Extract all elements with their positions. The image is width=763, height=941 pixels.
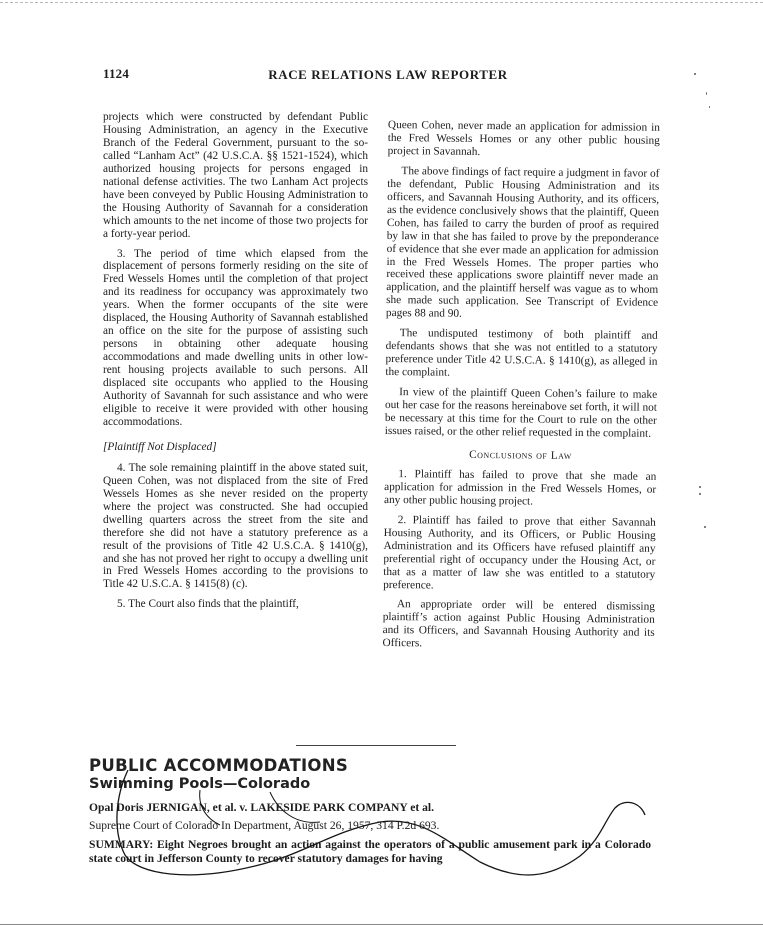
section-divider	[296, 745, 456, 746]
page-number: 1124	[103, 66, 130, 81]
conclusion-paragraph: An appropriate order will be entered dismissing plaintiff’s action against Public Housing Administration and its Officers, and Savannah Housing Authority and its Officers.	[382, 598, 655, 650]
page-header	[0, 62, 763, 88]
left-column	[103, 111, 368, 618]
scan-speck	[699, 486, 701, 488]
scan-speck	[704, 526, 706, 528]
running-head: RACE RELATIONS LAW REPORTER	[268, 67, 508, 82]
section-title: PUBLIC ACCOMMODATIONS	[89, 756, 349, 775]
scan-speck	[699, 493, 701, 495]
case-summary	[89, 838, 651, 866]
scan-bottom-edge	[0, 924, 763, 925]
conclusion-paragraph: 1. Plaintiff has failed to prove that she made an application for admission in the Fred Wessels Homes, or any other public housing project.	[383, 468, 657, 508]
scan-speck	[709, 106, 710, 108]
paragraph: Queen Cohen, never made an application for admission in the Fred Wessels Homes or any other public housing project in Savannah.	[387, 119, 660, 158]
paragraph: 4. The sole remaining plaintiff in the above stated suit, Queen Cohen, was not displaced from the site of Fred Wessels Homes as she never resided on the property where the project was constructed. She had occupied dwelling quarters across the street from the site and therefore she did not have a statutory preference as a result of the provisions of Title 42 U.S.C.A. § 1410(g), and she has not proved her right to occupy a dwelling unit in Fred Wessels Homes according to the provisions to Title 42 U.S.C.A. § 1415(8) (c).	[103, 461, 368, 591]
section-subtitle: Swimming Pools—Colorado	[89, 776, 311, 792]
paragraph: 5. The Court also finds that the plaintiff,	[117, 598, 299, 611]
paragraph: In view of the plaintiff Queen Cohen’s failure to make out her case for the reasons hereinabove set forth, it will not be necessary at this time for the Court to rule on the other issues raised, or the other relief requested in the complaint.	[384, 386, 658, 440]
conclusions-heading: Conclusions of Law	[469, 448, 572, 462]
scan-speck	[694, 73, 696, 75]
scan-speck	[706, 92, 707, 95]
right-column	[382, 119, 660, 660]
case-caption: Opal Doris JERNIGAN, et al. v. LAKESIDE PARK COMPANY et al.	[89, 801, 435, 814]
subheading: [Plaintiff Not Displaced]	[103, 440, 217, 453]
paragraph: The undisputed testimony of both plaintiff and defendants shows that she was not entitled to a statutory preference under Title 42 U.S.C.A. § 1410(g), as alleged in the complaint.	[385, 327, 658, 379]
summary-text: Eight Negroes brought an action against the operators of a public amusement park in a Colorado state court in Jefferson County to recover statutory damages for having	[89, 838, 651, 865]
case-court-line: Supreme Court of Colorado In Department, August 26, 1957, 314 P.2d 693.	[89, 819, 440, 832]
paragraph: projects which were constructed by defendant Public Housing Administration, an agency in the Executive Branch of the Federal Government, pursuant to the so-called “Lanham Act” (42 U.S.C.A. §§ 1521-1524), which authorized housing projects for persons engaged in national defense activities. The two Lanham Act projects have been conveyed by Public Housing Administration to the Housing Authority of Savannah for a consideration which amounts to the net income of those two projects for a forty-year period.	[103, 111, 368, 240]
paragraph: 3. The period of time which elapsed from the displacement of persons formerly residing on the site of Fred Wessels Homes until the completion of that project and its readiness for occupancy was approximately two years. When the former occupants of the site were displaced, the Housing Authority of Savannah established an office on the site for the purpose of assisting such persons in obtaining other adequate housing accommodations and made dwelling units in other low-rent housing projects available to such persons. All displaced site occupants who applied to the Housing Authority of Savannah for such assistance and who were eligible to receive it were provided with other housing accommodations.	[103, 247, 368, 428]
conclusion-paragraph: 2. Plaintiff has failed to prove that either Savannah Housing Authority, and its Officers, or Public Housing Administration and its Officers have refused plaintiff any preferential right of occupancy under the Housing Act, or that as a matter of law she was entitled to a statutory preference.	[383, 513, 656, 592]
scan-edge	[0, 2, 763, 3]
summary-label: SUMMARY:	[89, 838, 154, 851]
paragraph: The above findings of fact require a judgment in favor of the defendant, Public Housing Administration and its officers, and Savannah Housing Authority, and its officers, as the evidence conclusively shows that the plaintiff, Queen Cohen, has failed to carry the burden of proof as required by law in that she has failed to prove by the preponderance of evidence that she ever made an application for admission in the Fred Wessels Homes. The proper parties who received these applications swore plaintiff never made an application, and the plaintiff herself was vague as to whom she made such application. See Transcript of Evidence pages 88 and 90.	[385, 165, 660, 321]
